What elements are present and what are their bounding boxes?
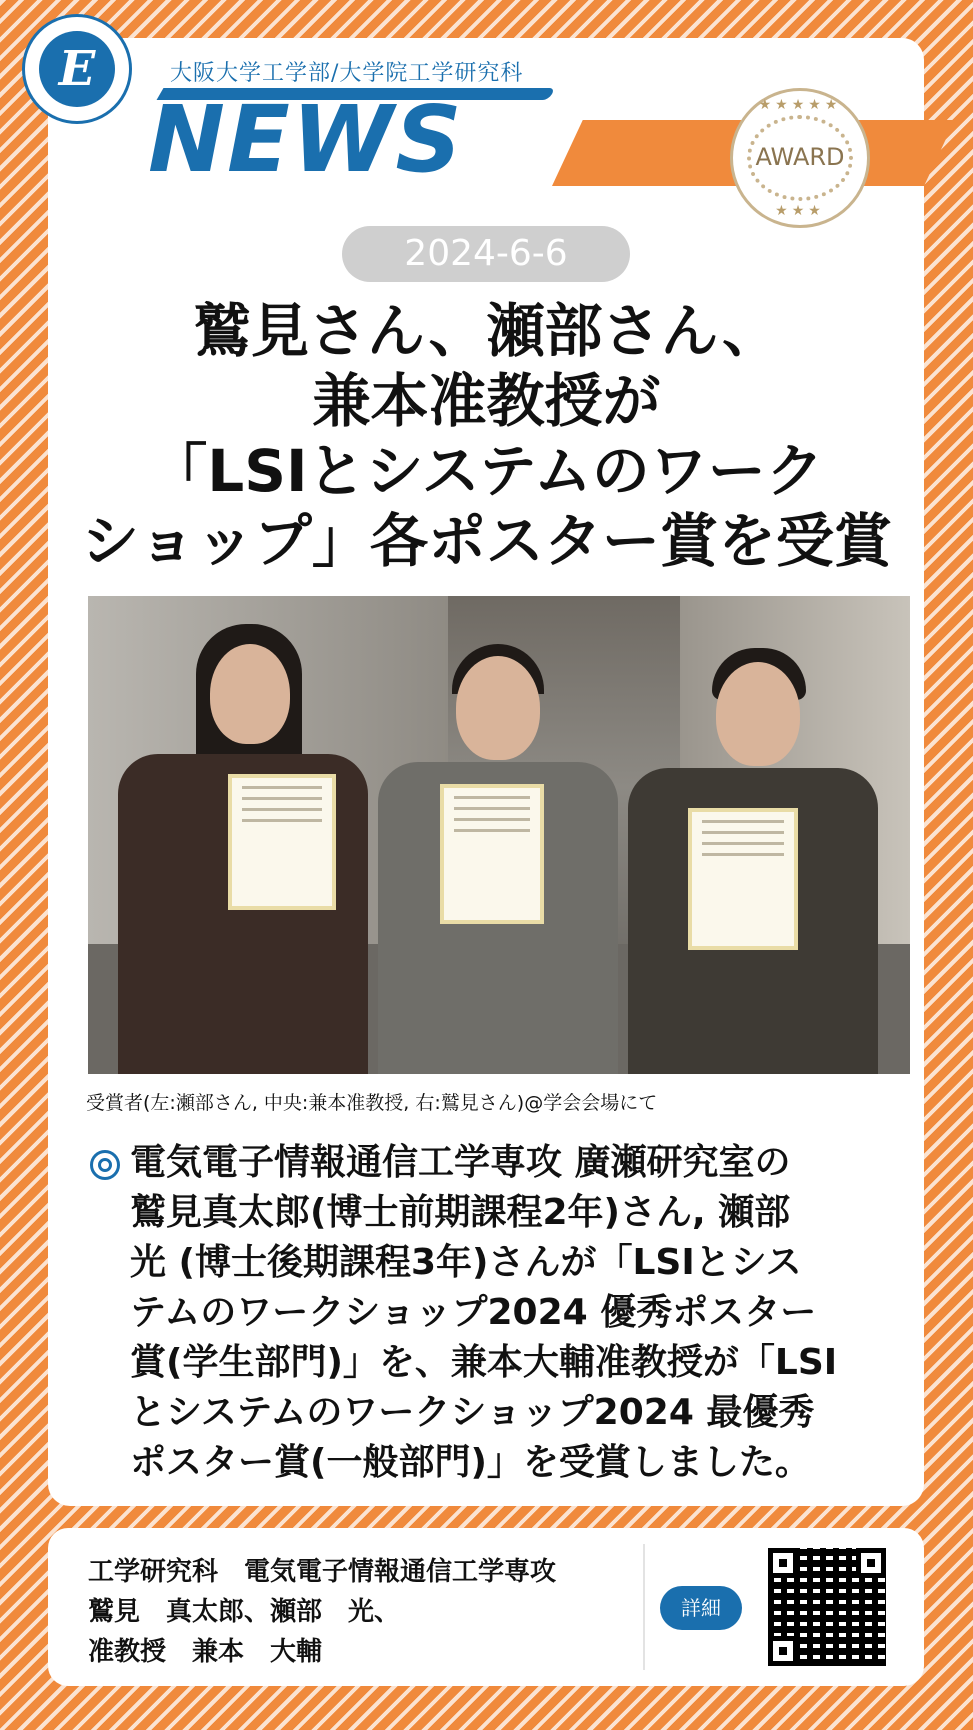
- body-line: 光 (博士後期課程3年)さんが「LSIとシス: [130, 1242, 802, 1283]
- footer-line: 鷲見 真太郎、瀬部 光、: [88, 1597, 401, 1627]
- headline-line: ショップ」各ポスター賞を受賞: [81, 507, 892, 575]
- headline-line: 「LSIとシステムのワーク: [149, 437, 824, 505]
- qr-code-icon[interactable]: [768, 1548, 886, 1666]
- footer-line: 工学研究科 電気電子情報通信工学専攻: [88, 1557, 557, 1587]
- detail-button[interactable]: 詳細: [660, 1586, 742, 1630]
- award-stars-icon: ★★★★★: [758, 97, 842, 113]
- person-left: [118, 624, 368, 1074]
- news-title: NEWS: [148, 86, 464, 193]
- person-right: [628, 648, 878, 1074]
- award-photo: [88, 596, 910, 1074]
- body-line: 鷲見真太郎(博士前期課程2年)さん, 瀬部: [130, 1192, 791, 1233]
- person-center: [378, 644, 618, 1074]
- body-line: ポスター賞(一般部門)」を受賞しました。: [130, 1442, 811, 1483]
- award-stars-bottom-icon: ★★★: [775, 203, 825, 219]
- university-logo: [22, 14, 132, 124]
- date-badge: 2024-6-6: [342, 226, 630, 282]
- award-badge: [730, 88, 870, 228]
- award-label: AWARD: [755, 143, 845, 171]
- photo-caption: 受賞者(左:瀬部さん, 中央:兼本准教授, 右:鷲見さん)@学会会場にて: [86, 1092, 658, 1114]
- article-body: [130, 1138, 890, 1488]
- logo-emblem: E: [39, 31, 115, 107]
- body-line: 電気電子情報通信工学専攻 廣瀬研究室の: [130, 1142, 791, 1183]
- headline-line: 鷲見さん、瀬部さん、: [193, 297, 780, 365]
- university-name: 大阪大学工学部/大学院工学研究科: [170, 61, 524, 86]
- headline-line: 兼本准教授が: [312, 367, 661, 435]
- headline: [60, 296, 913, 576]
- bullet-double-circle-icon: [90, 1150, 120, 1180]
- footer-divider: [643, 1544, 645, 1670]
- body-line: テムのワークショップ2024 優秀ポスター: [130, 1292, 817, 1333]
- body-line: とシステムのワークショップ2024 最優秀: [130, 1392, 815, 1433]
- footer-card: [48, 1528, 924, 1686]
- footer-info: [88, 1552, 556, 1672]
- body-line: 賞(学生部門)」を、兼本大輔准教授が「LSI: [130, 1342, 838, 1383]
- footer-line: 准教授 兼本 大輔: [88, 1637, 323, 1667]
